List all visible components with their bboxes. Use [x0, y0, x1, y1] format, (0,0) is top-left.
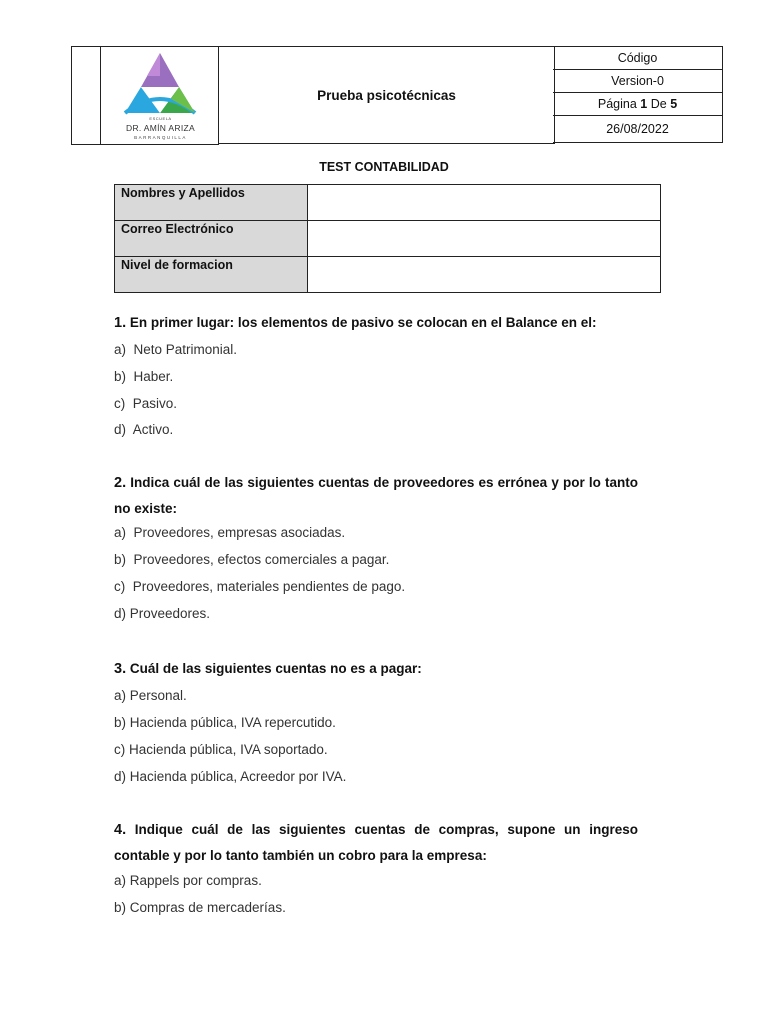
- question-number: 4.: [114, 822, 127, 838]
- page-cell: [553, 92, 723, 116]
- table-row: [115, 257, 661, 293]
- page-of: De: [650, 96, 667, 111]
- name-label: Nombres y Apellidos: [115, 185, 308, 221]
- question-number: 1.: [114, 315, 127, 331]
- logo-small-text: ESCUELA: [149, 116, 172, 121]
- option-1a[interactable]: a) Neto Patrimonial.: [114, 342, 238, 357]
- document-title: Prueba psicotécnicas: [218, 46, 555, 144]
- email-label: Correo Electrónico: [115, 221, 308, 257]
- page-label: Página: [597, 96, 637, 111]
- question-text: En primer lugar: los elementos de pasivo se colocan en el Balance en el:: [129, 315, 597, 330]
- option-4a[interactable]: a) Rappels por compras.: [114, 873, 262, 888]
- school-logo: [100, 47, 220, 144]
- logo-cell: [71, 46, 219, 145]
- name-field[interactable]: [308, 185, 661, 221]
- option-1d[interactable]: d) Activo.: [114, 422, 174, 437]
- question-number: 3.: [114, 661, 127, 677]
- option-1b[interactable]: b) Haber.: [114, 369, 174, 384]
- option-3c[interactable]: c) Hacienda pública, IVA soportado.: [114, 742, 328, 757]
- logo-triangle-icon: [101, 47, 220, 117]
- page-number: 1: [640, 96, 648, 111]
- option-3d[interactable]: d) Hacienda pública, Acreedor por IVA.: [114, 769, 347, 784]
- option-2a[interactable]: a) Proveedores, empresas asociadas.: [114, 525, 346, 540]
- table-row: [115, 185, 661, 221]
- level-label: Nivel de formacion: [115, 257, 308, 293]
- option-2c[interactable]: c) Proveedores, materiales pendientes de pago.: [114, 579, 406, 594]
- option-2d[interactable]: d) Proveedores.: [114, 606, 211, 621]
- option-2b[interactable]: b) Proveedores, efectos comerciales a pagar.: [114, 552, 390, 567]
- option-1c[interactable]: c) Pasivo.: [114, 396, 178, 411]
- question-4: [114, 817, 638, 869]
- version-cell: Version-0: [553, 69, 723, 93]
- code-cell: Código: [553, 46, 723, 70]
- logo-school-name: DR. AMÍN ARIZA: [126, 123, 195, 133]
- document-header: [71, 46, 724, 143]
- question-2: [114, 470, 638, 522]
- email-field[interactable]: [308, 221, 661, 257]
- document-meta: [553, 46, 724, 143]
- question-1: [114, 310, 638, 336]
- level-field[interactable]: [308, 257, 661, 293]
- page-total: 5: [670, 96, 678, 111]
- question-3: [114, 656, 638, 682]
- question-text: Indique cuál de las siguientes cuentas de compras, supone un ingreso contable y por lo tanto también un cobro para la empresa:: [114, 822, 638, 863]
- question-text: Cuál de las siguientes cuentas no es a pagar:: [129, 661, 422, 676]
- option-3b[interactable]: b) Hacienda pública, IVA repercutido.: [114, 715, 336, 730]
- info-table: [114, 184, 661, 293]
- option-3a[interactable]: a) Personal.: [114, 688, 187, 703]
- test-title: TEST CONTABILIDAD: [319, 160, 449, 174]
- table-row: [115, 221, 661, 257]
- question-text: Indica cuál de las siguientes cuentas de proveedores es errónea y por lo tanto no existe:: [114, 475, 638, 516]
- logo-city: BARRANQUILLA: [134, 135, 187, 140]
- option-4b[interactable]: b) Compras de mercaderías.: [114, 900, 286, 915]
- question-number: 2.: [114, 475, 127, 491]
- date-cell: 26/08/2022: [553, 115, 723, 143]
